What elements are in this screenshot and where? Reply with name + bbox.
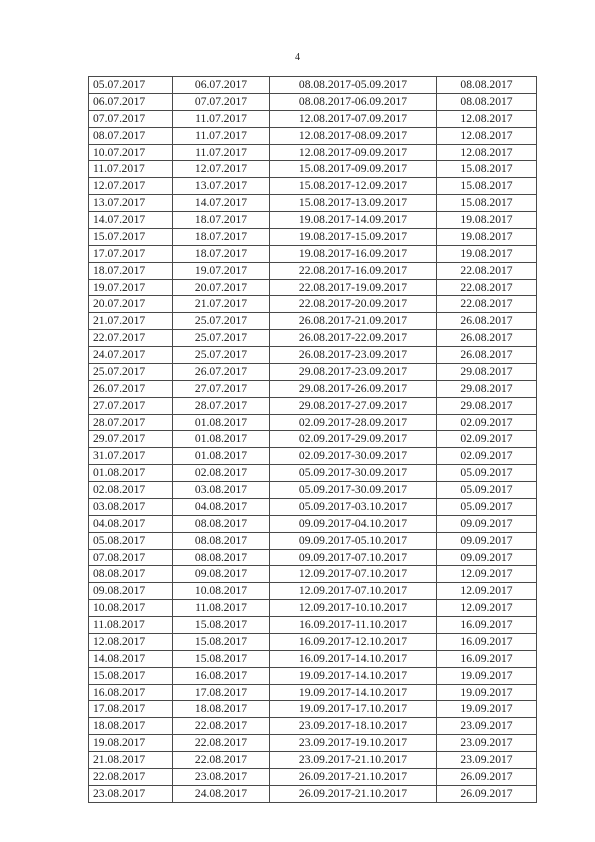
table-row: [89, 127, 537, 144]
cell-start-date: 09.09.2017: [437, 532, 537, 549]
cell-start-date: 12.09.2017: [437, 600, 537, 617]
page-number: 4: [295, 52, 300, 63]
cell-period: 26.08.2017-23.09.2017: [270, 347, 437, 364]
cell-start-date: 19.08.2017: [437, 228, 537, 245]
cell-date: 28.07.2017: [89, 414, 173, 431]
cell-period: 05.09.2017-30.09.2017: [270, 482, 437, 499]
cell-period: 12.09.2017-07.10.2017: [270, 583, 437, 600]
cell-date: 07.07.2017: [89, 110, 173, 127]
cell-next-date: 07.07.2017: [173, 93, 270, 110]
cell-date: 02.08.2017: [89, 482, 173, 499]
table-row: [89, 93, 537, 110]
cell-next-date: 27.07.2017: [173, 380, 270, 397]
cell-start-date: 15.08.2017: [437, 195, 537, 212]
cell-period: 16.09.2017-11.10.2017: [270, 617, 437, 634]
cell-start-date: 12.08.2017: [437, 110, 537, 127]
table-row: [89, 701, 537, 718]
table-row: [89, 347, 537, 364]
cell-period: 29.08.2017-26.09.2017: [270, 380, 437, 397]
cell-period: 08.08.2017-06.09.2017: [270, 93, 437, 110]
cell-date: 18.08.2017: [89, 718, 173, 735]
table-row: [89, 785, 537, 802]
cell-next-date: 01.08.2017: [173, 414, 270, 431]
cell-start-date: 12.08.2017: [437, 144, 537, 161]
dates-table: [88, 76, 537, 803]
cell-start-date: 22.08.2017: [437, 279, 537, 296]
cell-date: 15.07.2017: [89, 228, 173, 245]
cell-period: 09.09.2017-07.10.2017: [270, 549, 437, 566]
cell-start-date: 02.09.2017: [437, 431, 537, 448]
cell-start-date: 05.09.2017: [437, 465, 537, 482]
cell-next-date: 19.07.2017: [173, 262, 270, 279]
cell-next-date: 11.08.2017: [173, 600, 270, 617]
cell-date: 19.07.2017: [89, 279, 173, 296]
table-row: [89, 650, 537, 667]
cell-date: 24.07.2017: [89, 347, 173, 364]
cell-date: 29.07.2017: [89, 431, 173, 448]
cell-start-date: 16.09.2017: [437, 617, 537, 634]
cell-start-date: 22.08.2017: [437, 262, 537, 279]
cell-date: 07.08.2017: [89, 549, 173, 566]
cell-start-date: 15.08.2017: [437, 178, 537, 195]
cell-period: 02.09.2017-28.09.2017: [270, 414, 437, 431]
table-row: [89, 633, 537, 650]
cell-date: 21.07.2017: [89, 313, 173, 330]
cell-date: 06.07.2017: [89, 93, 173, 110]
cell-date: 23.08.2017: [89, 785, 173, 802]
table-row: [89, 279, 537, 296]
cell-period: 23.09.2017-19.10.2017: [270, 735, 437, 752]
cell-start-date: 08.08.2017: [437, 77, 537, 94]
cell-period: 12.09.2017-07.10.2017: [270, 566, 437, 583]
cell-next-date: 20.07.2017: [173, 279, 270, 296]
cell-next-date: 22.08.2017: [173, 735, 270, 752]
cell-next-date: 18.07.2017: [173, 245, 270, 262]
cell-next-date: 15.08.2017: [173, 633, 270, 650]
table-row: [89, 161, 537, 178]
cell-next-date: 17.08.2017: [173, 684, 270, 701]
table-row: [89, 431, 537, 448]
cell-date: 09.08.2017: [89, 583, 173, 600]
cell-start-date: 19.09.2017: [437, 701, 537, 718]
cell-date: 05.07.2017: [89, 77, 173, 94]
table-row: [89, 600, 537, 617]
cell-date: 05.08.2017: [89, 532, 173, 549]
cell-period: 16.09.2017-12.10.2017: [270, 633, 437, 650]
table-row: [89, 195, 537, 212]
cell-next-date: 18.07.2017: [173, 228, 270, 245]
cell-start-date: 02.09.2017: [437, 448, 537, 465]
cell-start-date: 02.09.2017: [437, 414, 537, 431]
table-row: [89, 448, 537, 465]
cell-next-date: 22.08.2017: [173, 718, 270, 735]
cell-date: 01.08.2017: [89, 465, 173, 482]
cell-start-date: 29.08.2017: [437, 397, 537, 414]
cell-period: 15.08.2017-09.09.2017: [270, 161, 437, 178]
cell-period: 19.08.2017-16.09.2017: [270, 245, 437, 262]
cell-next-date: 22.08.2017: [173, 752, 270, 769]
cell-next-date: 25.07.2017: [173, 313, 270, 330]
table-row: [89, 515, 537, 532]
dates-table-body: [89, 77, 537, 803]
cell-period: 15.08.2017-12.09.2017: [270, 178, 437, 195]
cell-period: 22.08.2017-16.09.2017: [270, 262, 437, 279]
cell-next-date: 11.07.2017: [173, 127, 270, 144]
cell-date: 18.07.2017: [89, 262, 173, 279]
cell-date: 13.07.2017: [89, 195, 173, 212]
cell-start-date: 26.08.2017: [437, 330, 537, 347]
cell-date: 04.08.2017: [89, 515, 173, 532]
cell-date: 16.08.2017: [89, 684, 173, 701]
cell-next-date: 16.08.2017: [173, 667, 270, 684]
cell-next-date: 18.08.2017: [173, 701, 270, 718]
table-row: [89, 583, 537, 600]
cell-period: 23.09.2017-18.10.2017: [270, 718, 437, 735]
table-row: [89, 465, 537, 482]
cell-period: 12.08.2017-09.09.2017: [270, 144, 437, 161]
cell-next-date: 12.07.2017: [173, 161, 270, 178]
cell-period: 26.08.2017-22.09.2017: [270, 330, 437, 347]
cell-period: 22.08.2017-20.09.2017: [270, 296, 437, 313]
cell-start-date: 12.09.2017: [437, 583, 537, 600]
cell-next-date: 10.08.2017: [173, 583, 270, 600]
cell-next-date: 21.07.2017: [173, 296, 270, 313]
cell-start-date: 19.09.2017: [437, 667, 537, 684]
cell-start-date: 05.09.2017: [437, 482, 537, 499]
cell-next-date: 08.08.2017: [173, 532, 270, 549]
cell-start-date: 23.09.2017: [437, 718, 537, 735]
cell-start-date: 23.09.2017: [437, 752, 537, 769]
table-row: [89, 262, 537, 279]
cell-date: 17.07.2017: [89, 245, 173, 262]
cell-date: 22.08.2017: [89, 768, 173, 785]
cell-next-date: 14.07.2017: [173, 195, 270, 212]
table-row: [89, 313, 537, 330]
cell-period: 12.08.2017-08.09.2017: [270, 127, 437, 144]
cell-next-date: 18.07.2017: [173, 212, 270, 229]
table-row: [89, 566, 537, 583]
cell-next-date: 02.08.2017: [173, 465, 270, 482]
cell-start-date: 16.09.2017: [437, 650, 537, 667]
cell-next-date: 25.07.2017: [173, 347, 270, 364]
cell-period: 19.08.2017-15.09.2017: [270, 228, 437, 245]
cell-start-date: 26.08.2017: [437, 313, 537, 330]
cell-start-date: 26.09.2017: [437, 785, 537, 802]
table-row: [89, 482, 537, 499]
cell-period: 12.08.2017-07.09.2017: [270, 110, 437, 127]
table-row: [89, 768, 537, 785]
table-row: [89, 363, 537, 380]
table-row: [89, 296, 537, 313]
cell-start-date: 12.09.2017: [437, 566, 537, 583]
cell-next-date: 04.08.2017: [173, 498, 270, 515]
cell-period: 19.09.2017-17.10.2017: [270, 701, 437, 718]
cell-date: 14.07.2017: [89, 212, 173, 229]
cell-next-date: 01.08.2017: [173, 431, 270, 448]
cell-period: 19.08.2017-14.09.2017: [270, 212, 437, 229]
table-row: [89, 752, 537, 769]
cell-period: 26.09.2017-21.10.2017: [270, 785, 437, 802]
cell-period: 16.09.2017-14.10.2017: [270, 650, 437, 667]
cell-period: 26.08.2017-21.09.2017: [270, 313, 437, 330]
table-row: [89, 380, 537, 397]
table-row: [89, 617, 537, 634]
cell-period: 08.08.2017-05.09.2017: [270, 77, 437, 94]
cell-date: 10.07.2017: [89, 144, 173, 161]
table-row: [89, 110, 537, 127]
table-row: [89, 212, 537, 229]
table-row: [89, 735, 537, 752]
cell-period: 02.09.2017-30.09.2017: [270, 448, 437, 465]
cell-period: 12.09.2017-10.10.2017: [270, 600, 437, 617]
cell-next-date: 28.07.2017: [173, 397, 270, 414]
table-row: [89, 330, 537, 347]
cell-next-date: 08.08.2017: [173, 549, 270, 566]
cell-date: 03.08.2017: [89, 498, 173, 515]
cell-next-date: 11.07.2017: [173, 110, 270, 127]
cell-start-date: 19.08.2017: [437, 245, 537, 262]
cell-start-date: 22.08.2017: [437, 296, 537, 313]
cell-date: 22.07.2017: [89, 330, 173, 347]
cell-period: 19.09.2017-14.10.2017: [270, 667, 437, 684]
cell-start-date: 29.08.2017: [437, 363, 537, 380]
cell-date: 31.07.2017: [89, 448, 173, 465]
table-row: [89, 228, 537, 245]
cell-start-date: 09.09.2017: [437, 515, 537, 532]
cell-start-date: 15.08.2017: [437, 161, 537, 178]
cell-start-date: 12.08.2017: [437, 127, 537, 144]
cell-date: 08.07.2017: [89, 127, 173, 144]
table-row: [89, 397, 537, 414]
table-row: [89, 178, 537, 195]
cell-period: 15.08.2017-13.09.2017: [270, 195, 437, 212]
cell-next-date: 06.07.2017: [173, 77, 270, 94]
cell-date: 26.07.2017: [89, 380, 173, 397]
cell-next-date: 15.08.2017: [173, 617, 270, 634]
cell-date: 27.07.2017: [89, 397, 173, 414]
cell-period: 02.09.2017-29.09.2017: [270, 431, 437, 448]
cell-next-date: 09.08.2017: [173, 566, 270, 583]
cell-date: 12.07.2017: [89, 178, 173, 195]
cell-next-date: 23.08.2017: [173, 768, 270, 785]
cell-next-date: 08.08.2017: [173, 515, 270, 532]
table-row: [89, 684, 537, 701]
cell-start-date: 08.08.2017: [437, 93, 537, 110]
cell-start-date: 05.09.2017: [437, 498, 537, 515]
cell-next-date: 26.07.2017: [173, 363, 270, 380]
cell-date: 17.08.2017: [89, 701, 173, 718]
table-row: [89, 549, 537, 566]
cell-start-date: 29.08.2017: [437, 380, 537, 397]
cell-date: 20.07.2017: [89, 296, 173, 313]
cell-date: 12.08.2017: [89, 633, 173, 650]
cell-start-date: 26.08.2017: [437, 347, 537, 364]
table-row: [89, 144, 537, 161]
cell-date: 15.08.2017: [89, 667, 173, 684]
cell-date: 08.08.2017: [89, 566, 173, 583]
table-row: [89, 77, 537, 94]
cell-date: 21.08.2017: [89, 752, 173, 769]
cell-start-date: 19.08.2017: [437, 212, 537, 229]
table-row: [89, 245, 537, 262]
cell-next-date: 01.08.2017: [173, 448, 270, 465]
cell-next-date: 03.08.2017: [173, 482, 270, 499]
cell-period: 05.09.2017-30.09.2017: [270, 465, 437, 482]
cell-period: 09.09.2017-04.10.2017: [270, 515, 437, 532]
cell-period: 22.08.2017-19.09.2017: [270, 279, 437, 296]
cell-start-date: 09.09.2017: [437, 549, 537, 566]
cell-date: 11.07.2017: [89, 161, 173, 178]
cell-next-date: 24.08.2017: [173, 785, 270, 802]
cell-period: 05.09.2017-03.10.2017: [270, 498, 437, 515]
cell-next-date: 11.07.2017: [173, 144, 270, 161]
cell-start-date: 19.09.2017: [437, 684, 537, 701]
cell-period: 26.09.2017-21.10.2017: [270, 768, 437, 785]
cell-next-date: 13.07.2017: [173, 178, 270, 195]
cell-date: 11.08.2017: [89, 617, 173, 634]
cell-start-date: 16.09.2017: [437, 633, 537, 650]
cell-date: 19.08.2017: [89, 735, 173, 752]
table-row: [89, 498, 537, 515]
cell-period: 19.09.2017-14.10.2017: [270, 684, 437, 701]
table-row: [89, 532, 537, 549]
cell-start-date: 26.09.2017: [437, 768, 537, 785]
cell-period: 23.09.2017-21.10.2017: [270, 752, 437, 769]
table-row: [89, 718, 537, 735]
cell-date: 10.08.2017: [89, 600, 173, 617]
cell-date: 25.07.2017: [89, 363, 173, 380]
cell-start-date: 23.09.2017: [437, 735, 537, 752]
cell-date: 14.08.2017: [89, 650, 173, 667]
cell-period: 09.09.2017-05.10.2017: [270, 532, 437, 549]
cell-period: 29.08.2017-27.09.2017: [270, 397, 437, 414]
cell-next-date: 15.08.2017: [173, 650, 270, 667]
table-row: [89, 414, 537, 431]
table-row: [89, 667, 537, 684]
cell-period: 29.08.2017-23.09.2017: [270, 363, 437, 380]
cell-next-date: 25.07.2017: [173, 330, 270, 347]
